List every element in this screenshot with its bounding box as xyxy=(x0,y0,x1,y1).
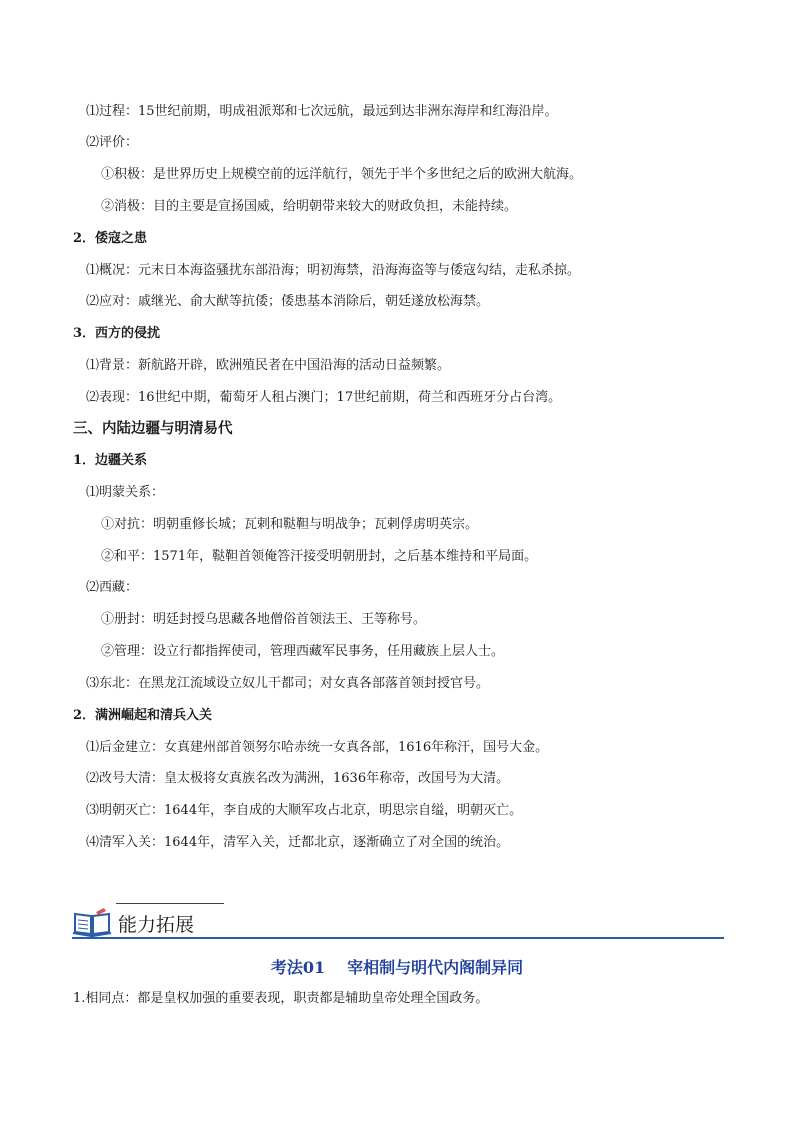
section-rule xyxy=(72,937,724,939)
section-header xyxy=(70,900,724,944)
text-line: ⑴概况：元末日本海盗骚扰东部沿海；明初海禁，沿海海盗等与倭寇勾结，走私杀掠。 xyxy=(86,263,581,278)
section-title: 能力拓展 xyxy=(118,914,195,936)
text-line: ⑴明蒙关系： xyxy=(86,485,165,500)
text-line: 三、内陆边疆与明清易代 xyxy=(73,420,233,437)
text-line: 1．边疆关系 xyxy=(73,453,148,468)
text-line: ②和平：1571年，鞑靼首领俺答汗接受明朝册封，之后基本维持和平局面。 xyxy=(101,549,538,564)
text-line: ⑷清军入关：1644年，清军入关，迁都北京，逐渐确立了对全国的统治。 xyxy=(86,835,510,850)
text-line: 2．满洲崛起和清兵入关 xyxy=(73,708,213,723)
text-line: 3．西方的侵扰 xyxy=(73,326,161,341)
text-line: ①积极：是世界历史上规模空前的远洋航行，领先于半个多世纪之后的欧洲大航海。 xyxy=(101,167,583,182)
text-line: ⑴背景：新航路开辟，欧洲殖民者在中国沿海的活动日益频繁。 xyxy=(86,358,451,373)
kaofa-number: 考法01 xyxy=(270,958,326,977)
text-line: ②消极：目的主要是宣扬国威，给明朝带来较大的财政负担，未能持续。 xyxy=(101,199,518,214)
comparison-line: 1.相同点：都是皇权加强的重要表现，职责都是辅助皇帝处理全国政务。 xyxy=(73,991,489,1006)
kaofa-heading xyxy=(0,955,794,978)
text-line: ⑴过程：15世纪前期，明成祖派郑和七次远航，最远到达非洲东海岸和红海沿岸。 xyxy=(86,104,558,119)
text-line: ⑶明朝灭亡：1644年，李自成的大顺军攻占北京，明思宗自缢，明朝灭亡。 xyxy=(86,803,523,818)
text-line: ⑵表现：16世纪中期，葡萄牙人租占澳门；17世纪前期，荷兰和西班牙分占台湾。 xyxy=(86,390,562,405)
text-line: ①册封：明廷封授乌思藏各地僧俗首领法王、王等称号。 xyxy=(101,612,427,627)
text-line: ⑵改号大清：皇太极将女真族名改为满洲，1636年称帝，改国号为大清。 xyxy=(86,771,510,786)
text-line: ⑵西藏： xyxy=(86,580,139,595)
text-line: 2．倭寇之患 xyxy=(73,231,148,246)
text-line: ⑴后金建立：女真建州部首领努尔哈赤统一女真各部，1616年称汗，国号大金。 xyxy=(86,740,549,755)
text-line: ⑶东北：在黑龙江流域设立奴儿干都司；对女真各部落首领封授官号。 xyxy=(86,676,490,691)
kaofa-title: 宰相制与明代内阁制异同 xyxy=(347,958,524,977)
text-line: ⑵评价： xyxy=(86,135,139,150)
text-line: ⑵应对：戚继光、俞大猷等抗倭；倭患基本消除后，朝廷遂放松海禁。 xyxy=(86,294,490,309)
book-icon xyxy=(72,906,112,938)
text-line: ②管理：设立行都指挥使司，管理西藏军民事务，任用藏族上层人士。 xyxy=(101,644,505,659)
section-topline xyxy=(116,903,224,904)
text-line: ①对抗：明朝重修长城；瓦剌和鞑靼与明战争；瓦剌俘虏明英宗。 xyxy=(101,517,479,532)
